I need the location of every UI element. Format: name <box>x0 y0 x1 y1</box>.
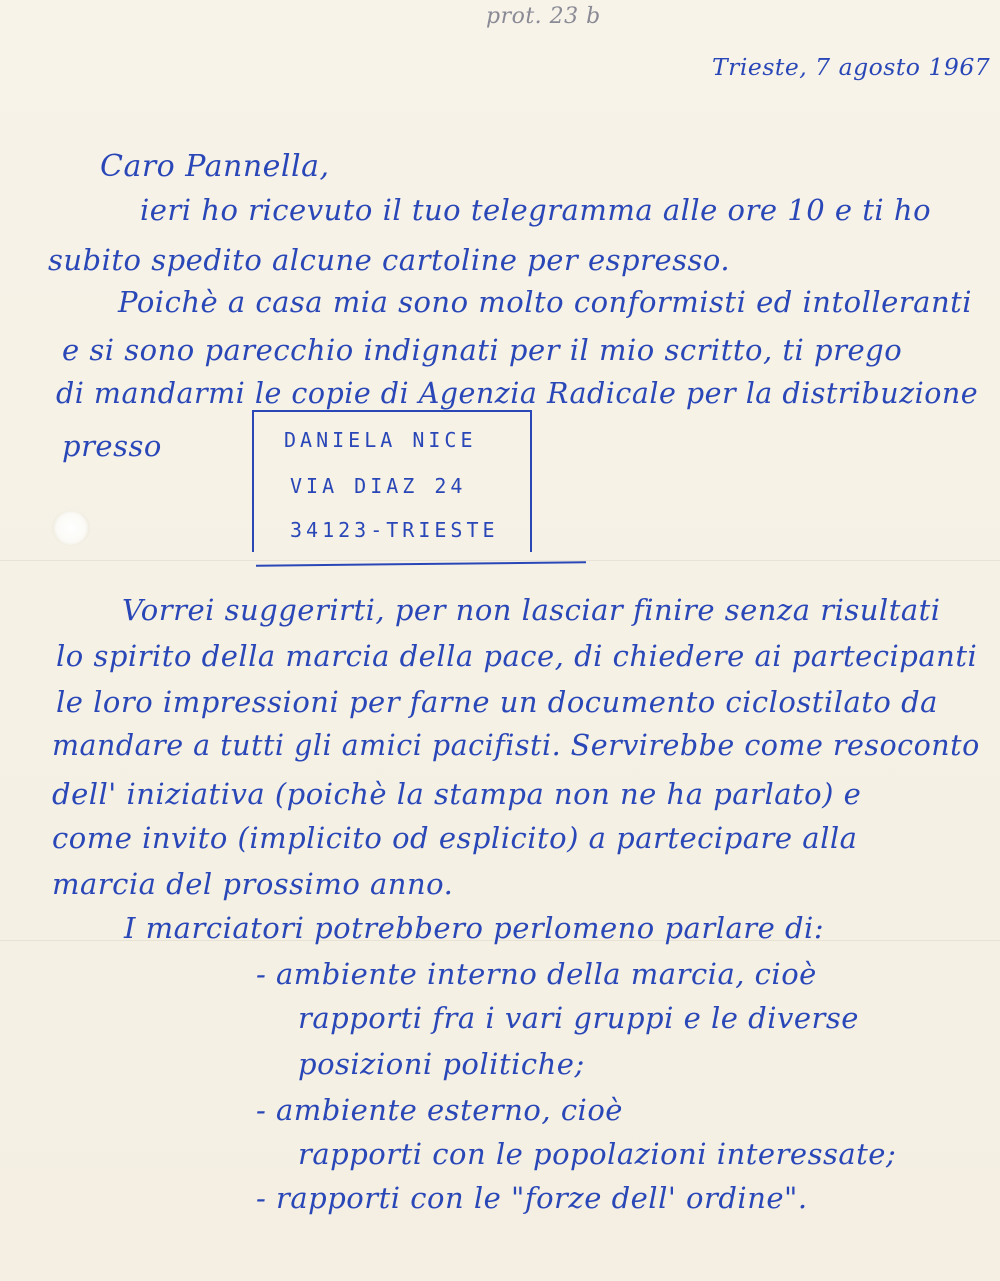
letter-date: Trieste, 7 agosto 1967 <box>712 53 991 81</box>
letter-line: - rapporti con le "forze dell' ordine". <box>256 1181 808 1215</box>
letter-line: dell' iniziativa (poichè la stampa non ne ha parlato) e <box>52 777 862 811</box>
letter-line: ieri ho ricevuto il tuo telegramma alle ore 10 e ti ho <box>140 193 932 227</box>
letter-line: mandare a tutti gli amici pacifisti. Servirebbe come resoconto <box>52 729 980 762</box>
letter-line: lo spirito della marcia della pace, di chiedere ai partecipanti <box>56 639 978 673</box>
paper-hole <box>52 510 90 546</box>
letter-line: come invito (implicito od esplicito) a partecipare alla <box>52 821 858 855</box>
letter-line: Vorrei suggerirti, per non lasciar finire senza risultati <box>122 593 941 627</box>
letter-line: presso <box>62 429 162 463</box>
letter-line: subito spedito alcune cartoline per espresso. <box>48 243 731 277</box>
letter-line: marcia del prossimo anno. <box>52 867 454 901</box>
address-underline <box>256 561 586 566</box>
address-street: VIA DIAZ 24 <box>290 474 467 498</box>
letter-line: rapporti fra i vari gruppi e le diverse <box>298 1001 859 1035</box>
address-name: DANIELA NICE <box>284 428 477 452</box>
address-city: 34123-TRIESTE <box>290 518 499 542</box>
letter-line: - ambiente esterno, cioè <box>256 1093 623 1127</box>
letter-line: e si sono parecchio indignati per il mio scritto, ti prego <box>62 333 903 367</box>
salutation: Caro Pannella, <box>100 149 330 184</box>
letter-line: Poichè a casa mia sono molto conformisti ed intolleranti <box>118 285 973 319</box>
letter-line: - ambiente interno della marcia, cioè <box>256 957 817 991</box>
paper-fold <box>0 560 1000 561</box>
letter-line: le loro impressioni per farne un documento ciclostilato da <box>56 685 938 719</box>
archive-note: prot. 23 b <box>486 4 601 29</box>
letter-line: I marciatori potrebbero perlomeno parlare di: <box>124 911 825 945</box>
letter-line: posizioni politiche; <box>298 1047 585 1081</box>
letter-line: rapporti con le popolazioni interessate; <box>298 1137 897 1171</box>
letter-line: di mandarmi le copie di Agenzia Radicale per la distribuzione <box>56 377 979 410</box>
